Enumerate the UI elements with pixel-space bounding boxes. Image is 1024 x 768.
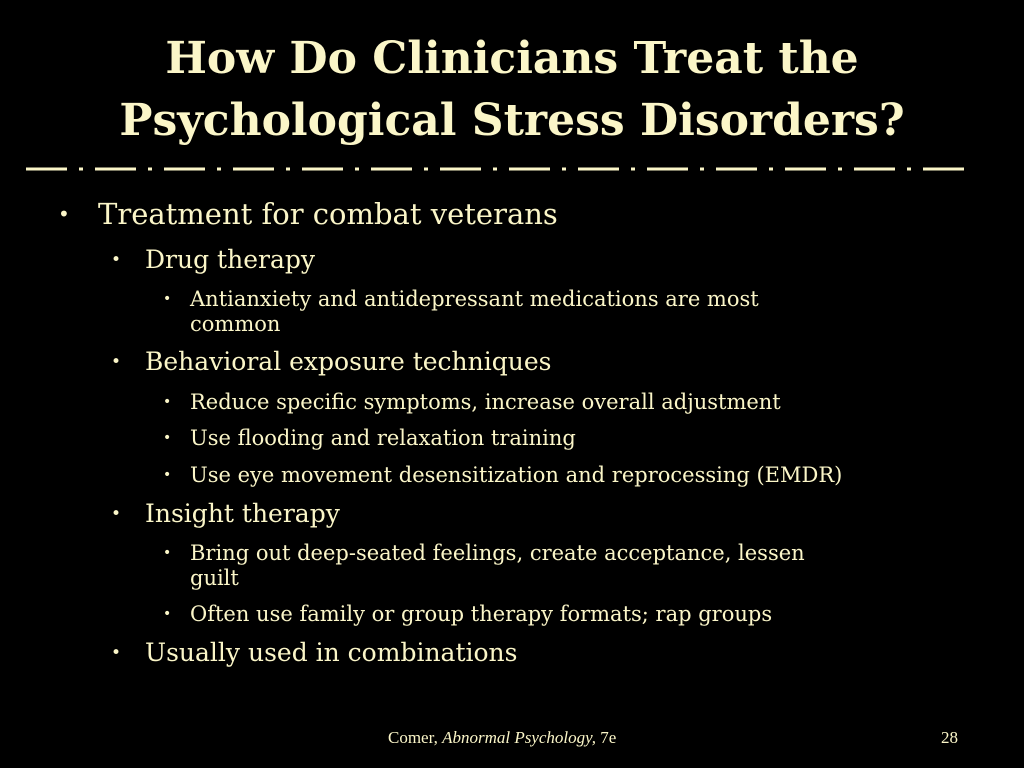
list-item xyxy=(163,602,773,627)
list-item xyxy=(111,499,340,529)
footer-author: Comer, xyxy=(388,728,443,747)
footer-book-title: Abnormal Psychology, xyxy=(442,728,597,747)
item-text: Often use family or group therapy formats; rap groups xyxy=(190,602,773,626)
list-item xyxy=(111,638,518,668)
list-item xyxy=(163,463,843,488)
list-item xyxy=(111,347,552,377)
list-item xyxy=(163,426,576,451)
item-text: Treatment for combat veterans xyxy=(98,197,558,231)
title-line-2: Psychological Stress Disorders? xyxy=(119,95,905,146)
footer-citation xyxy=(388,728,616,748)
item-text: Antianxiety and antidepressant medications are most xyxy=(190,287,759,311)
item-text: Bring out deep-seated feelings, create acceptance, lessen xyxy=(190,541,805,565)
item-text: Reduce specific symptoms, increase overall adjustment xyxy=(190,390,781,414)
bullet-icon: • xyxy=(111,250,122,270)
bullet-icon: • xyxy=(111,352,122,372)
item-text: Behavioral exposure techniques xyxy=(145,347,552,376)
bullet-icon: • xyxy=(163,430,172,446)
bullet-icon: • xyxy=(111,504,122,524)
bullet-icon: • xyxy=(163,545,172,561)
item-text: Use eye movement desensitization and reprocessing (EMDR) xyxy=(190,463,843,487)
bullet-icon: • xyxy=(163,606,172,622)
list-item xyxy=(163,390,781,415)
item-text-continuation: common xyxy=(190,312,281,336)
item-text: Insight therapy xyxy=(145,499,340,528)
list-item xyxy=(163,287,759,337)
list-item xyxy=(58,196,558,232)
slide-number: 28 xyxy=(941,728,958,747)
bullet-icon: • xyxy=(163,291,172,307)
item-text: Usually used in combinations xyxy=(145,638,518,667)
list-item xyxy=(111,245,315,275)
bullet-icon: • xyxy=(111,643,122,663)
item-text: Use flooding and relaxation training xyxy=(190,426,576,450)
item-text-continuation: guilt xyxy=(190,566,239,590)
item-text: Drug therapy xyxy=(145,245,315,274)
bullet-icon: • xyxy=(163,394,172,410)
list-item xyxy=(163,541,805,591)
bullet-icon: • xyxy=(163,467,172,483)
footer-edition: 7e xyxy=(596,728,617,747)
bullet-icon: • xyxy=(58,202,70,226)
title-line-1: How Do Clinicians Treat the xyxy=(165,33,859,84)
